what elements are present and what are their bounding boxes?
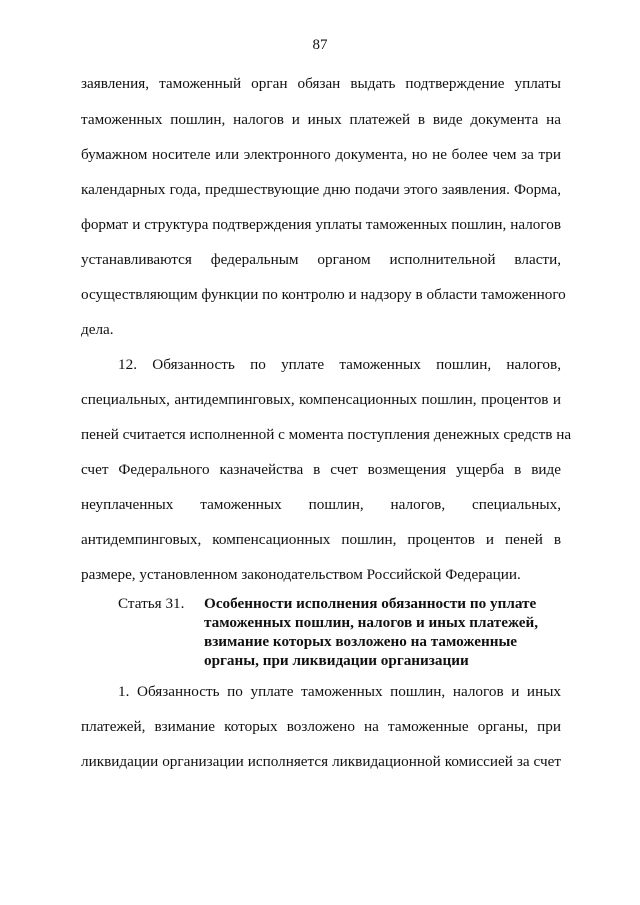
- article-title-line: таможенных пошлин, налогов и иных платежей,: [204, 614, 539, 631]
- text-line: таможенных пошлин, налогов и иных платежей в виде документа на: [81, 111, 561, 128]
- article-title-line: органы, при ликвидации организации: [204, 652, 469, 669]
- text-line: календарных года, предшествующие дню подачи этого заявления. Форма,: [81, 181, 561, 198]
- text-line: формат и структура подтверждения уплаты таможенных пошлин, налогов: [81, 216, 561, 233]
- paragraph-1-line: 1. Обязанность по уплате таможенных пошлин, налогов и иных: [118, 683, 561, 700]
- page-number: 87: [312, 37, 328, 53]
- text-line: дела.: [81, 321, 114, 338]
- text-line: заявления, таможенный орган обязан выдать подтверждение уплаты: [81, 75, 561, 92]
- paragraph-12-line: пеней считается исполненной с момента поступления денежных средств на: [81, 426, 572, 443]
- text-line: устанавливаются федеральным органом исполнительной власти,: [81, 251, 561, 268]
- paragraph-12-line: счет Федерального казначейства в счет возмещения ущерба в виде: [81, 461, 561, 478]
- article-label: Статья 31.: [118, 595, 185, 612]
- paragraph-1-line: платежей, взимание которых возложено на таможенные органы, при: [81, 718, 561, 735]
- text-line: осуществляющим функции по контролю и надзору в области таможенного: [81, 286, 566, 303]
- paragraph-12-line: антидемпинговых, компенсационных пошлин, процентов и пеней в: [81, 531, 561, 548]
- article-title-line: взимание которых возложено на таможенные: [204, 633, 518, 650]
- paragraph-1-line: ликвидации организации исполняется ликвидационной комиссией за счет: [81, 753, 561, 770]
- article-title: [204, 594, 544, 670]
- paragraph-12-line: размере, установленном законодательством Российской Федерации.: [81, 566, 521, 583]
- paragraph-12-line: 12. Обязанность по уплате таможенных пошлин, налогов,: [118, 356, 561, 373]
- article-title-line: Особенности исполнения обязанности по уплате: [204, 595, 537, 612]
- paragraph-12-line: специальных, антидемпинговых, компенсационных пошлин, процентов и: [81, 391, 561, 408]
- text-line: бумажном носителе или электронного документа, но не более чем за три: [81, 146, 561, 163]
- paragraph-12-line: неуплаченных таможенных пошлин, налогов, специальных,: [81, 496, 561, 513]
